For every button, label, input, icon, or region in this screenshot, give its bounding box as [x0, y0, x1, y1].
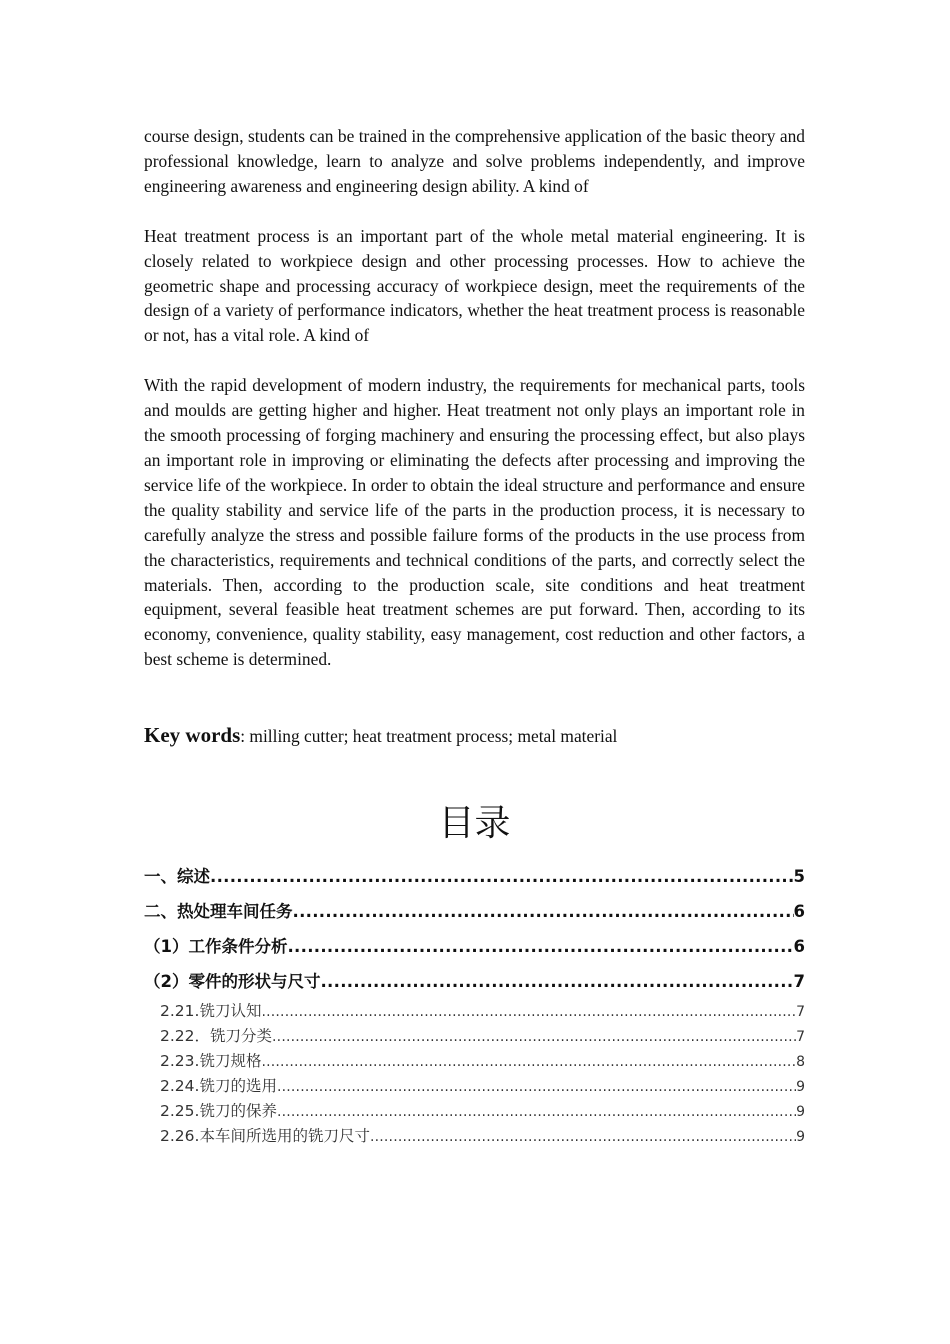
keywords-line: [144, 720, 805, 751]
toc-entry-page: 7: [793, 971, 805, 991]
toc-leader-dots: [272, 1024, 796, 1049]
toc-entry-page: 9: [796, 1129, 805, 1146]
toc-subentry[interactable]: [144, 1124, 805, 1149]
toc-leader-dots: [370, 1124, 796, 1149]
toc-leader-dots: [320, 965, 793, 1000]
toc-entry-label: （1）工作条件分析: [144, 936, 288, 956]
table-of-contents: [144, 860, 805, 1149]
toc-entry-label: 2.24.铣刀的选用: [160, 1077, 277, 1096]
toc-entry-page: 5: [793, 867, 805, 887]
toc-subentry[interactable]: [144, 999, 805, 1024]
toc-entry-label: 2.23.铣刀规格: [160, 1052, 262, 1071]
keywords-label: Key words: [144, 723, 241, 748]
toc-entry[interactable]: [144, 930, 805, 965]
toc-subentry[interactable]: [144, 1049, 805, 1074]
abstract-paragraph-2: Heat treatment process is an important part of the whole metal material engineering. It is closely related to workpiece design and other processing processes. How to achieve the geometric shape and processing accuracy of workpiece design, meet the requirements of the design of a variety of performance indicators, whether the heat treatment process is reasonable or not, has a vital role. A kind of: [144, 225, 805, 346]
toc-leader-dots: [277, 1099, 796, 1124]
toc-entry-label: 2.22．铣刀分类: [160, 1027, 273, 1046]
toc-subentry[interactable]: [144, 1024, 805, 1049]
toc-entry[interactable]: [144, 965, 805, 1000]
keywords-text: : milling cutter; heat treatment process; metal material: [240, 726, 618, 747]
toc-leader-dots: [210, 860, 794, 895]
toc-entry-page: 6: [793, 936, 805, 956]
toc-entry[interactable]: [144, 895, 805, 930]
toc-leader-dots: [261, 999, 796, 1024]
toc-leader-dots: [287, 930, 793, 965]
toc-entry-label: 2.25.铣刀的保养: [160, 1102, 277, 1121]
toc-entry-page: 8: [796, 1054, 805, 1071]
toc-entry-label: 2.26.本车间所选用的铣刀尺寸: [160, 1127, 370, 1146]
toc-entry-page: 7: [796, 1004, 805, 1021]
toc-entry-label: 一、综述: [144, 867, 210, 887]
toc-title: 目录: [438, 803, 511, 845]
toc-entry-label: （2）零件的形状与尺寸: [144, 971, 321, 991]
toc-entry-label: 二、热处理车间任务: [144, 901, 293, 921]
toc-entry-page: 7: [796, 1029, 805, 1046]
toc-leader-dots: [293, 895, 794, 930]
toc-leader-dots: [277, 1074, 796, 1099]
toc-entry-page: 9: [796, 1104, 805, 1121]
document-page: [144, 124, 805, 1149]
toc-entry-label: 2.21.铣刀认知: [160, 1002, 262, 1021]
toc-leader-dots: [261, 1049, 796, 1074]
toc-entry-page: 6: [793, 901, 805, 921]
toc-subentry[interactable]: [144, 1074, 805, 1099]
toc-subentry[interactable]: [144, 1099, 805, 1124]
toc-entry[interactable]: [144, 860, 805, 895]
abstract-paragraph-1: course design, students can be trained in the comprehensive application of the basic theory and professional knowledge, learn to analyze and solve problems independently, and improve engineering awareness and engineering design ability. A kind of: [144, 126, 805, 196]
abstract-paragraph-3: With the rapid development of modern industry, the requirements for mechanical parts, tools and moulds are getting higher and higher. Heat treatment not only plays an important role in the smooth processing of forging machinery and ensuring the processing effect, but also plays an important role in improving or eliminating the defects after processing and improving the service life of the workpiece. In order to obtain the ideal structure and performance and ensure the quality stability and service life of the parts in the production process, it is necessary to carefully analyze the stress and possible failure forms of the products in the use process from the characteristics, requirements and technical conditions of the parts, and correctly select the materials. Then, according to the production scale, site conditions and heat treatment equipment, several feasible heat treatment schemes are put forward. Then, according to its economy, convenience, quality stability, easy management, cost reduction and other factors, a best scheme is determined.: [144, 375, 805, 670]
toc-entry-page: 9: [796, 1079, 805, 1096]
